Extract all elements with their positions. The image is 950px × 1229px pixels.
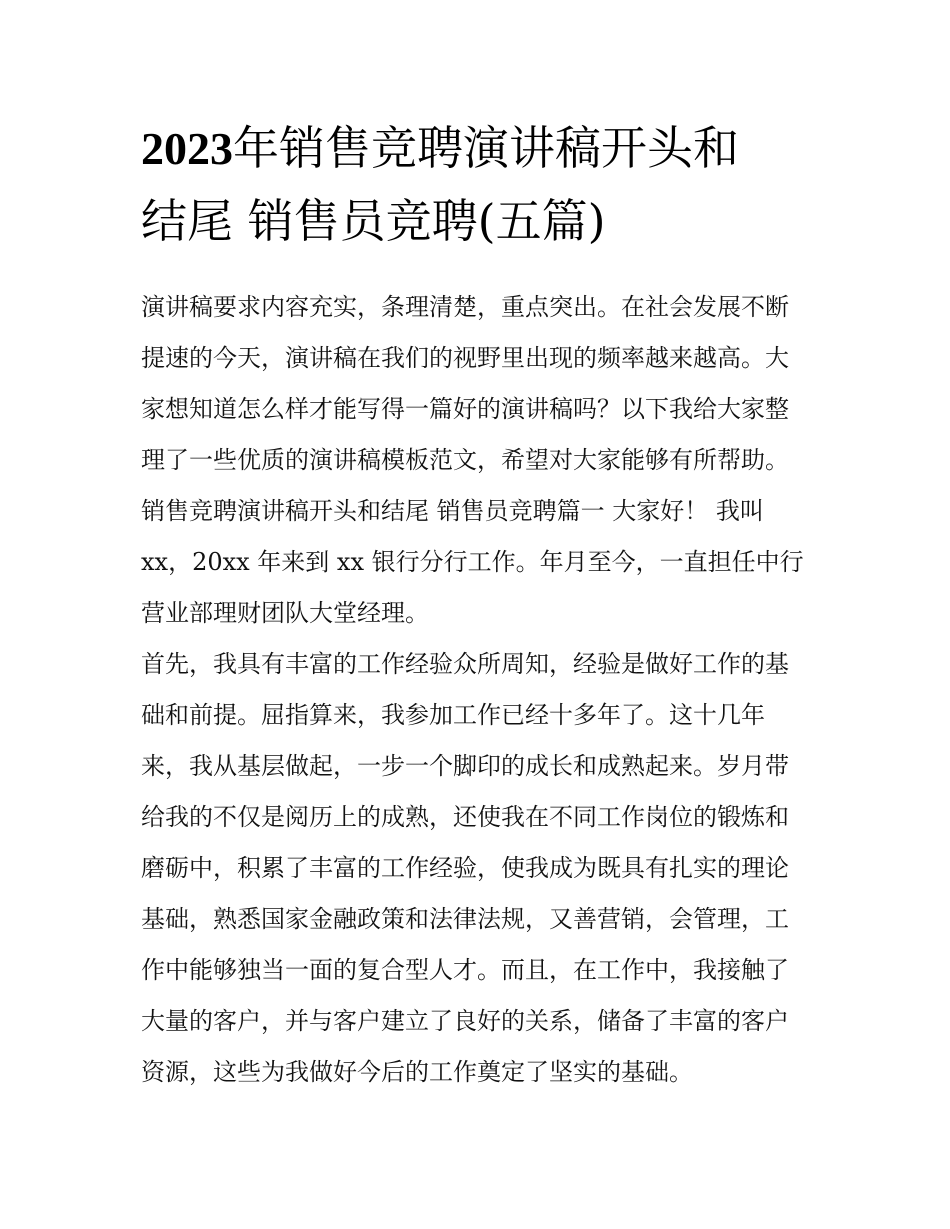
document-title (141, 112, 821, 257)
body-line: 提速的今天，演讲稿在我们的视野里出现的频率越来越高。大 (141, 344, 789, 372)
body-line: 作中能够独当一面的复合型人才。而且，在工作中，我接触了 (141, 956, 789, 984)
body-line: 家想知道怎么样才能写得一篇好的演讲稿吗？以下我给大家整 (141, 395, 789, 423)
title-year: 2023 (141, 123, 233, 174)
body-line: 大量的客户，并与客户建立了良好的关系，储备了丰富的客户 (141, 1007, 789, 1035)
body-line: 基础，熟悉国家金融政策和法律法规，又善营销，会管理，工 (141, 905, 789, 933)
title-line1-text: 年销售竞聘演讲稿开头和 (233, 121, 739, 175)
body-line: 营业部理财团队大堂经理。 (141, 599, 429, 627)
body-line: 给我的不仅是阅历上的成熟，还使我在不同工作岗位的锻炼和 (141, 803, 789, 831)
title-line2-text: 结尾 销售员竞聘(五篇) (141, 194, 606, 248)
document-body (141, 282, 813, 1098)
body-line: 首先，我具有丰富的工作经验众所周知，经验是做好工作的基 (141, 650, 789, 678)
body-line: 磨砺中，积累了丰富的工作经验，使我成为既具有扎实的理论 (141, 854, 789, 882)
body-line: 演讲稿要求内容充实，条理清楚，重点突出。在社会发展不断 (141, 293, 789, 321)
body-line: xx，20xx 年来到 xx 银行分行工作。年月至今，一直担任中行 (141, 548, 804, 576)
body-line: 础和前提。屈指算来，我参加工作已经十多年了。这十几年 (141, 701, 765, 729)
body-line: 来，我从基层做起，一步一个脚印的成长和成熟起来。岁月带 (141, 752, 789, 780)
body-line: 理了一些优质的演讲稿模板范文，希望对大家能够有所帮助。 (141, 446, 789, 474)
body-line: 资源，这些为我做好今后的工作奠定了坚实的基础。 (141, 1058, 693, 1086)
body-line: 销售竞聘演讲稿开头和结尾 销售员竞聘篇一 大家好！ 我叫 (141, 497, 764, 525)
